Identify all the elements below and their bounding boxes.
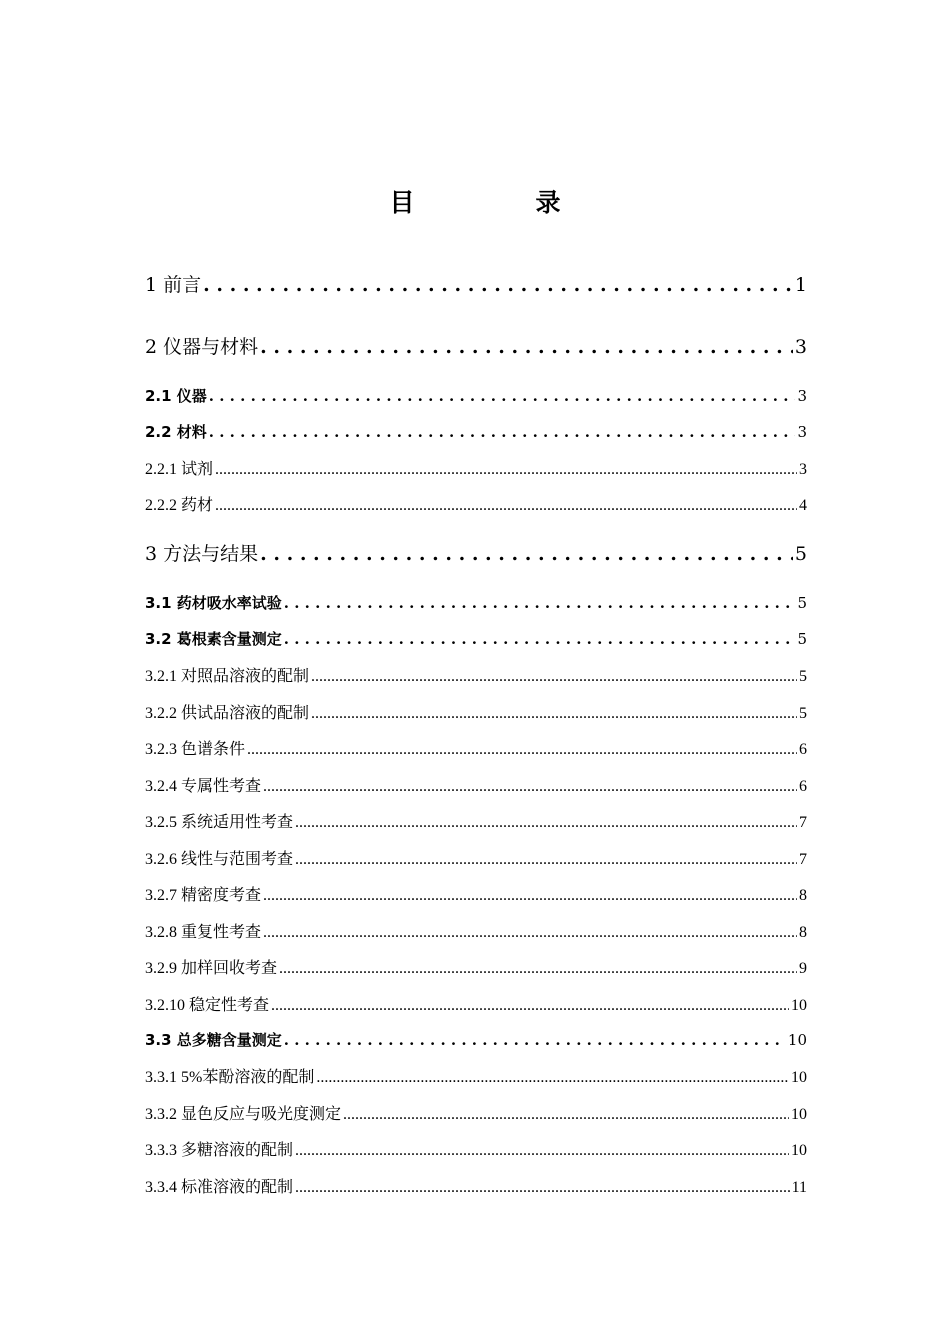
toc-entry-label: 3.2 葛根素含量测定	[145, 630, 282, 648]
toc-page-number: 6	[799, 741, 807, 758]
toc-entry[interactable]	[145, 492, 807, 515]
toc-entry[interactable]	[145, 1137, 807, 1160]
toc-entry[interactable]	[145, 700, 807, 723]
toc-dot-leader	[271, 997, 789, 1015]
toc-entry[interactable]	[145, 332, 807, 359]
toc-dot-leader	[279, 960, 797, 978]
toc-page-number: 6	[799, 778, 807, 795]
toc-dot-leader	[247, 741, 797, 759]
toc-entry[interactable]	[145, 421, 807, 442]
toc-entry[interactable]	[145, 385, 807, 406]
toc-dot-leader	[209, 423, 796, 441]
toc-dot-leader	[215, 461, 797, 479]
toc-entry[interactable]	[145, 628, 807, 649]
toc-entry[interactable]	[145, 1029, 807, 1050]
toc-entry-label: 3.2.2 供试品溶液的配制	[145, 705, 310, 722]
toc-entry-label: 3.2.9 加样回收考查	[145, 960, 278, 977]
toc-title: 目 录	[389, 188, 609, 217]
toc-page-number: 9	[799, 960, 807, 977]
toc-entry[interactable]	[145, 882, 807, 905]
toc-dot-leader	[263, 924, 797, 942]
toc-dot-leader	[295, 1179, 790, 1197]
toc-entry-label: 3.3 总多糖含量测定	[145, 1031, 282, 1049]
toc-page-number: 11	[791, 1179, 807, 1196]
toc-page-number: 3	[794, 336, 807, 358]
toc-page-number: 5	[794, 543, 807, 565]
toc-page-number: 8	[799, 924, 807, 941]
toc-dot-leader	[311, 705, 797, 723]
toc-entry-label: 2.2 材料	[145, 423, 207, 441]
toc-entry[interactable]	[145, 1101, 807, 1124]
toc-page-number: 5	[799, 705, 807, 722]
toc-entry[interactable]	[145, 456, 807, 479]
toc-entry-label: 3.2.6 线性与范围考查	[145, 851, 294, 868]
toc-dot-leader	[311, 668, 797, 686]
toc-dot-leader	[316, 1069, 789, 1087]
toc-entry-label: 3.3.4 标准溶液的配制	[145, 1179, 294, 1196]
toc-entry[interactable]	[145, 919, 807, 942]
toc-dot-leader	[209, 387, 796, 405]
toc-entry[interactable]	[145, 955, 807, 978]
toc-entry-label: 3 方法与结果	[145, 543, 259, 565]
toc-entry-label: 2.1 仪器	[145, 387, 207, 405]
toc-entry[interactable]	[145, 1174, 807, 1197]
toc-dot-leader	[260, 543, 793, 565]
toc-entry-label: 2.2.2 药材	[145, 497, 214, 514]
toc-entry-label: 3.2.4 专属性考查	[145, 778, 262, 795]
toc-page-number: 3	[797, 387, 807, 405]
toc-page-number: 5	[797, 630, 807, 648]
toc-page-number: 3	[799, 461, 807, 478]
toc-entry[interactable]	[145, 736, 807, 759]
toc-entry-label: 2 仪器与材料	[145, 336, 259, 358]
toc-entry-label: 3.2.8 重复性考查	[145, 924, 262, 941]
toc-page-number: 1	[794, 274, 807, 296]
toc-entry-label: 3.2.7 精密度考查	[145, 887, 262, 904]
toc-entry-label: 3.1 药材吸水率试验	[145, 594, 282, 612]
toc-entry-label: 3.3.2 显色反应与吸光度测定	[145, 1106, 342, 1123]
toc-dot-leader	[284, 1031, 786, 1049]
toc-dot-leader	[215, 497, 797, 515]
toc-page-number: 10	[791, 1069, 807, 1086]
toc-page-number: 5	[797, 594, 807, 612]
toc-dot-leader	[263, 778, 797, 796]
toc-entry[interactable]	[145, 539, 807, 566]
toc-entry-label: 3.3.3 多糖溶液的配制	[145, 1142, 294, 1159]
toc-entry-label: 2.2.1 试剂	[145, 461, 214, 478]
toc-dot-leader	[295, 851, 797, 869]
toc-dot-leader	[260, 336, 793, 358]
toc-entry[interactable]	[145, 992, 807, 1015]
toc-entry[interactable]	[145, 270, 807, 297]
toc-entry-label: 3.2.10 稳定性考查	[145, 997, 270, 1014]
toc-entry[interactable]	[145, 809, 807, 832]
toc-entry[interactable]	[145, 592, 807, 613]
toc-dot-leader	[284, 594, 796, 612]
toc-page-number: 7	[799, 851, 807, 868]
toc-dot-leader	[203, 274, 793, 296]
toc-dot-leader	[343, 1106, 789, 1124]
toc-dot-leader	[284, 630, 796, 648]
toc-entry-label: 3.2.3 色谱条件	[145, 741, 246, 758]
toc-page-number: 8	[799, 887, 807, 904]
toc-entry[interactable]	[145, 1064, 807, 1087]
toc-dot-leader	[263, 887, 797, 905]
toc-entry[interactable]	[145, 846, 807, 869]
toc-page-number: 5	[799, 668, 807, 685]
toc-entry-label: 1 前言	[145, 274, 202, 296]
toc-dot-leader	[295, 814, 797, 832]
toc-entry[interactable]	[145, 773, 807, 796]
toc-page-number: 10	[787, 1031, 807, 1049]
toc-page-number: 10	[791, 1106, 807, 1123]
toc-page-number: 10	[791, 1142, 807, 1159]
toc-page-number: 3	[797, 423, 807, 441]
toc-entry-label: 3.2.5 系统适用性考查	[145, 814, 294, 831]
toc-page-number: 7	[799, 814, 807, 831]
toc-dot-leader	[295, 1142, 789, 1160]
toc-entry[interactable]	[145, 663, 807, 686]
toc-page-number: 4	[799, 497, 807, 514]
toc-entry-label: 3.3.1 5%苯酚溶液的配制	[145, 1069, 315, 1086]
toc-entry-label: 3.2.1 对照品溶液的配制	[145, 668, 310, 685]
toc-page-number: 10	[791, 997, 807, 1014]
